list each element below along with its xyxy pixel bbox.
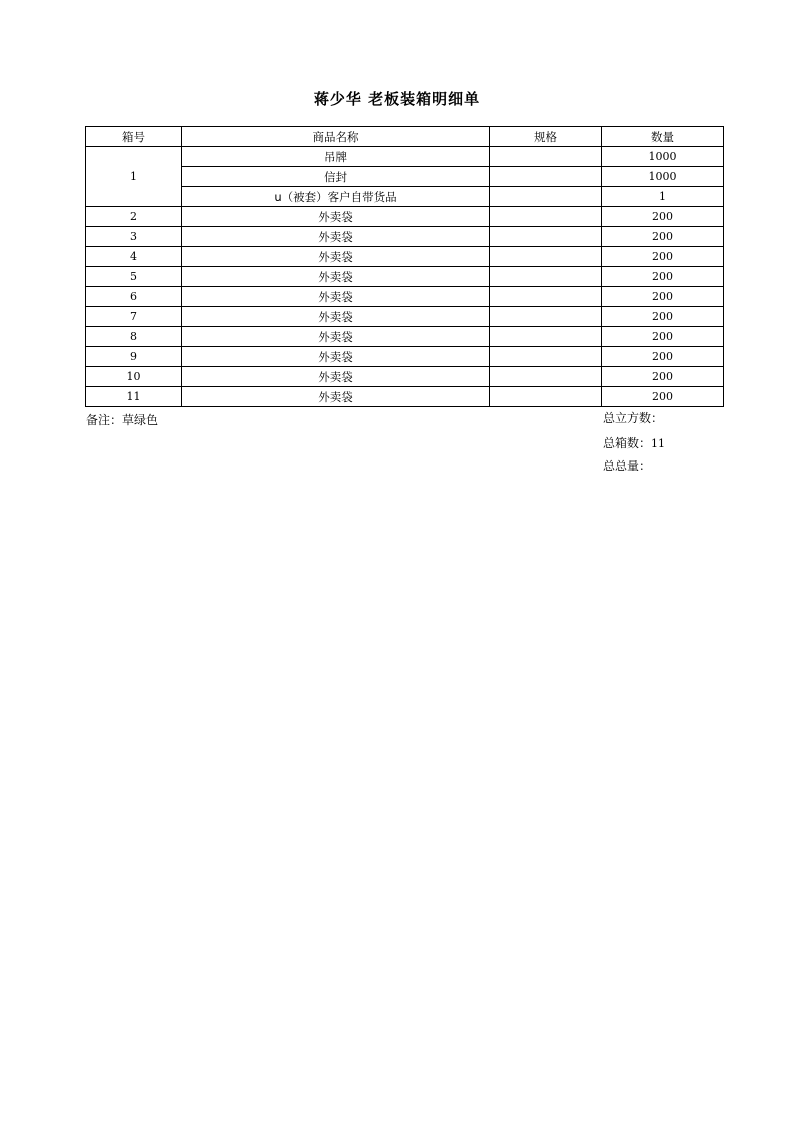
box-number-cell: 5 — [86, 267, 182, 287]
spec-cell — [490, 147, 602, 167]
total-boxes-label: 总箱数： — [603, 436, 652, 450]
box-number-cell: 7 — [86, 307, 182, 327]
box-number-cell: 3 — [86, 227, 182, 247]
box-number-cell: 8 — [86, 327, 182, 347]
summary-total-volume — [603, 409, 663, 426]
quantity-cell: 1000 — [602, 167, 724, 187]
quantity-cell: 200 — [602, 347, 724, 367]
spec-cell — [490, 187, 602, 207]
table-row — [86, 247, 724, 267]
box-number-cell: 9 — [86, 347, 182, 367]
product-name-cell: 外卖袋 — [182, 287, 490, 307]
product-name-cell: 外卖袋 — [182, 207, 490, 227]
box-number-cell: 1 — [86, 147, 182, 207]
quantity-cell: 1 — [602, 187, 724, 207]
spec-cell — [490, 167, 602, 187]
product-name-cell: 外卖袋 — [182, 327, 490, 347]
quantity-cell: 200 — [602, 367, 724, 387]
table-row — [86, 227, 724, 247]
box-number-cell: 6 — [86, 287, 182, 307]
spec-cell — [490, 307, 602, 327]
product-name-cell: u（被套）客户自带货品 — [182, 187, 490, 207]
packing-table — [85, 126, 724, 407]
table-row — [86, 327, 724, 347]
quantity-cell: 200 — [602, 287, 724, 307]
product-name-cell: 外卖袋 — [182, 347, 490, 367]
spec-cell — [490, 327, 602, 347]
box-number-cell: 4 — [86, 247, 182, 267]
quantity-cell: 200 — [602, 207, 724, 227]
table-row — [86, 307, 724, 327]
quantity-cell: 1000 — [602, 147, 724, 167]
remark-note: 备注：草绿色 — [86, 413, 159, 427]
table-row — [86, 367, 724, 387]
summary-total-quantity — [603, 457, 651, 474]
quantity-cell: 200 — [602, 227, 724, 247]
header-quantity: 数量 — [602, 127, 724, 147]
product-name-cell: 外卖袋 — [182, 247, 490, 267]
table-body — [86, 147, 724, 407]
quantity-cell: 200 — [602, 307, 724, 327]
table-row — [86, 267, 724, 287]
table-row — [86, 347, 724, 367]
quantity-cell: 200 — [602, 327, 724, 347]
quantity-cell: 200 — [602, 267, 724, 287]
quantity-cell: 200 — [602, 247, 724, 267]
total-quantity-label: 总总量： — [603, 459, 652, 473]
quantity-cell: 200 — [602, 387, 724, 407]
product-name-cell: 外卖袋 — [182, 227, 490, 247]
box-number-cell: 11 — [86, 387, 182, 407]
spec-cell — [490, 387, 602, 407]
summary-total-boxes — [603, 434, 665, 451]
product-name-cell: 外卖袋 — [182, 367, 490, 387]
table-row — [86, 147, 724, 167]
product-name-cell: 外卖袋 — [182, 267, 490, 287]
box-number-cell: 10 — [86, 367, 182, 387]
spec-cell — [490, 267, 602, 287]
product-name-cell: 吊牌 — [182, 147, 490, 167]
box-number-cell: 2 — [86, 207, 182, 227]
total-boxes-value: 11 — [651, 437, 666, 450]
spec-cell — [490, 367, 602, 387]
table-row — [86, 207, 724, 227]
product-name-cell: 外卖袋 — [182, 307, 490, 327]
table-row — [86, 387, 724, 407]
table-row — [86, 187, 724, 207]
total-volume-label: 总立方数： — [603, 411, 664, 425]
table-row — [86, 287, 724, 307]
product-name-cell: 信封 — [182, 167, 490, 187]
spec-cell — [490, 247, 602, 267]
spec-cell — [490, 347, 602, 367]
header-spec: 规格 — [490, 127, 602, 147]
product-name-cell: 外卖袋 — [182, 387, 490, 407]
spec-cell — [490, 207, 602, 227]
table-header-row — [86, 127, 724, 147]
page-title: 蒋少华 老板装箱明细单 — [313, 90, 481, 108]
header-box-number: 箱号 — [86, 127, 182, 147]
spec-cell — [490, 227, 602, 247]
header-product-name: 商品名称 — [182, 127, 490, 147]
table-row — [86, 167, 724, 187]
spec-cell — [490, 287, 602, 307]
